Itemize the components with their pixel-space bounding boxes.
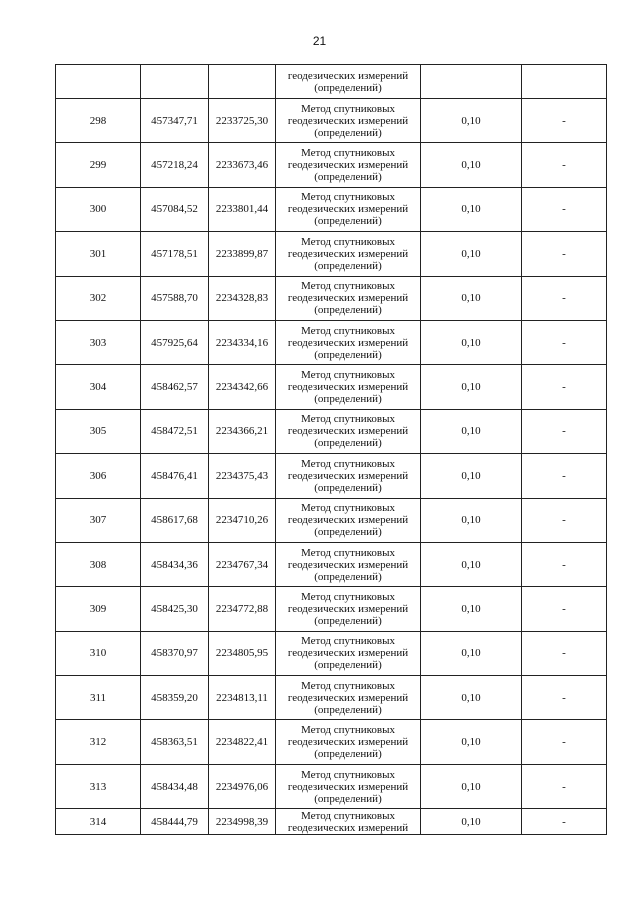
accuracy-value: 0,10 xyxy=(421,631,522,675)
method-line: геодезических измерений xyxy=(287,736,409,749)
method-line: Метод спутниковых xyxy=(301,724,395,737)
method-line: геодезических измерений xyxy=(287,336,409,349)
y-coordinate: 2234767,34 xyxy=(209,542,276,586)
point-number: 312 xyxy=(56,720,141,764)
x-coordinate: 458476,41 xyxy=(141,454,209,498)
y-coordinate: 2234328,83 xyxy=(209,276,276,320)
method-line: геодезических измерений xyxy=(287,159,409,172)
y-coordinate: 2234772,88 xyxy=(209,587,276,631)
table-row xyxy=(56,720,607,764)
note-value: - xyxy=(522,365,607,409)
method-cell xyxy=(276,764,421,808)
method-line: (определений) xyxy=(314,215,382,228)
method-line: (определений) xyxy=(314,792,382,805)
y-coordinate: 2234342,66 xyxy=(209,365,276,409)
point-number: 306 xyxy=(56,454,141,498)
point-number: 300 xyxy=(56,187,141,231)
y-coordinate: 2234998,39 xyxy=(209,809,276,835)
y-coordinate: 2234976,06 xyxy=(209,764,276,808)
method-cell xyxy=(276,720,421,764)
method-cell xyxy=(276,276,421,320)
method-cell xyxy=(276,587,421,631)
method-line: Метод спутниковых xyxy=(301,235,395,248)
x-coordinate: 458472,51 xyxy=(141,409,209,453)
method-cell xyxy=(276,65,421,99)
accuracy-value: 0,10 xyxy=(421,542,522,586)
table-row xyxy=(56,99,607,143)
method-line: Метод спутниковых xyxy=(301,102,395,115)
accuracy-value: 0,10 xyxy=(421,232,522,276)
method-cell xyxy=(276,365,421,409)
note-value: - xyxy=(522,631,607,675)
note-value: - xyxy=(522,720,607,764)
method-cell xyxy=(276,498,421,542)
method-line: (определений) xyxy=(314,393,382,406)
point-number: 314 xyxy=(56,809,141,835)
accuracy-value: 0,10 xyxy=(421,320,522,364)
x-coordinate: 457925,64 xyxy=(141,320,209,364)
note-value: - xyxy=(522,143,607,187)
accuracy-value: 0,10 xyxy=(421,276,522,320)
method-line: геодезических измерений xyxy=(287,821,409,834)
method-line: Метод спутниковых xyxy=(301,413,395,426)
table-row xyxy=(56,187,607,231)
coordinates-table xyxy=(55,64,607,835)
accuracy-cell xyxy=(421,65,522,99)
method-line: (определений) xyxy=(314,259,382,272)
x-cell xyxy=(141,65,209,99)
method-line: геодезических измерений xyxy=(287,292,409,305)
table-row xyxy=(56,409,607,453)
method-cell xyxy=(276,143,421,187)
y-coordinate: 2233801,44 xyxy=(209,187,276,231)
method-line: (определений) xyxy=(314,81,382,94)
method-cell xyxy=(276,99,421,143)
table-row xyxy=(56,587,607,631)
x-coordinate: 457588,70 xyxy=(141,276,209,320)
table-row xyxy=(56,232,607,276)
table-row xyxy=(56,676,607,720)
method-line: (определений) xyxy=(314,526,382,539)
method-line: (определений) xyxy=(314,614,382,627)
method-line: (определений) xyxy=(314,659,382,672)
method-line: Метод спутниковых xyxy=(301,809,395,822)
x-coordinate: 458363,51 xyxy=(141,720,209,764)
note-value: - xyxy=(522,587,607,631)
x-coordinate: 457178,51 xyxy=(141,232,209,276)
method-cell xyxy=(276,232,421,276)
x-coordinate: 458444,79 xyxy=(141,809,209,835)
note-value: - xyxy=(522,99,607,143)
point-number: 299 xyxy=(56,143,141,187)
y-coordinate: 2234822,41 xyxy=(209,720,276,764)
num-cell xyxy=(56,65,141,99)
y-coordinate: 2234710,26 xyxy=(209,498,276,542)
accuracy-value: 0,10 xyxy=(421,587,522,631)
accuracy-value: 0,10 xyxy=(421,143,522,187)
point-number: 310 xyxy=(56,631,141,675)
method-line: (определений) xyxy=(314,126,382,139)
accuracy-value: 0,10 xyxy=(421,409,522,453)
method-cell xyxy=(276,187,421,231)
accuracy-value: 0,10 xyxy=(421,764,522,808)
method-line: геодезических измерений xyxy=(287,425,409,438)
y-coordinate: 2234813,11 xyxy=(209,676,276,720)
method-line: (определений) xyxy=(314,437,382,450)
y-coordinate: 2233899,87 xyxy=(209,232,276,276)
method-line: геодезических измерений xyxy=(287,514,409,527)
method-line: Метод спутниковых xyxy=(301,324,395,337)
method-cell xyxy=(276,409,421,453)
note-value: - xyxy=(522,454,607,498)
y-coordinate: 2233673,46 xyxy=(209,143,276,187)
point-number: 303 xyxy=(56,320,141,364)
accuracy-value: 0,10 xyxy=(421,720,522,764)
method-line: геодезических измерений xyxy=(287,69,409,82)
y-coordinate: 2234805,95 xyxy=(209,631,276,675)
method-cell xyxy=(276,320,421,364)
method-line: геодезических измерений xyxy=(287,691,409,704)
table-row xyxy=(56,631,607,675)
method-line: (определений) xyxy=(314,748,382,761)
method-line: (определений) xyxy=(314,570,382,583)
method-line: геодезических измерений xyxy=(287,247,409,260)
accuracy-value: 0,10 xyxy=(421,365,522,409)
method-line: геодезических измерений xyxy=(287,469,409,482)
method-line: Метод спутниковых xyxy=(301,191,395,204)
point-number: 308 xyxy=(56,542,141,586)
x-coordinate: 458434,48 xyxy=(141,764,209,808)
page-number: 21 xyxy=(312,34,327,48)
method-line: Метод спутниковых xyxy=(301,147,395,160)
point-number: 298 xyxy=(56,99,141,143)
point-number: 301 xyxy=(56,232,141,276)
method-line: геодезических измерений xyxy=(287,114,409,127)
table-row xyxy=(56,498,607,542)
note-value: - xyxy=(522,276,607,320)
note-value: - xyxy=(522,187,607,231)
table-row xyxy=(56,320,607,364)
method-line: (определений) xyxy=(314,481,382,494)
method-line: Метод спутниковых xyxy=(301,679,395,692)
accuracy-value: 0,10 xyxy=(421,187,522,231)
method-line: Метод спутниковых xyxy=(301,546,395,559)
method-line: Метод спутниковых xyxy=(301,369,395,382)
method-cell xyxy=(276,631,421,675)
method-line: геодезических измерений xyxy=(287,602,409,615)
note-cell xyxy=(522,65,607,99)
method-line: (определений) xyxy=(314,348,382,361)
method-line: Метод спутниковых xyxy=(301,635,395,648)
continuation-row xyxy=(56,65,607,99)
method-line: Метод спутниковых xyxy=(301,590,395,603)
method-cell xyxy=(276,454,421,498)
x-coordinate: 457218,24 xyxy=(141,143,209,187)
method-line: геодезических измерений xyxy=(287,647,409,660)
table-row xyxy=(56,365,607,409)
note-value: - xyxy=(522,320,607,364)
method-line: (определений) xyxy=(314,304,382,317)
method-line: Метод спутниковых xyxy=(301,502,395,515)
table-row xyxy=(56,542,607,586)
point-number: 311 xyxy=(56,676,141,720)
point-number: 309 xyxy=(56,587,141,631)
note-value: - xyxy=(522,809,607,835)
method-line: Метод спутниковых xyxy=(301,280,395,293)
point-number: 305 xyxy=(56,409,141,453)
method-cell xyxy=(276,542,421,586)
accuracy-value: 0,10 xyxy=(421,99,522,143)
method-line: (определений) xyxy=(314,171,382,184)
point-number: 313 xyxy=(56,764,141,808)
method-cell xyxy=(276,809,421,835)
table-row xyxy=(56,143,607,187)
x-coordinate: 458617,68 xyxy=(141,498,209,542)
accuracy-value: 0,10 xyxy=(421,809,522,835)
note-value: - xyxy=(522,498,607,542)
x-coordinate: 458370,97 xyxy=(141,631,209,675)
point-number: 302 xyxy=(56,276,141,320)
accuracy-value: 0,10 xyxy=(421,676,522,720)
method-line: Метод спутниковых xyxy=(301,457,395,470)
y-coordinate: 2234375,43 xyxy=(209,454,276,498)
y-coordinate: 2233725,30 xyxy=(209,99,276,143)
x-coordinate: 457347,71 xyxy=(141,99,209,143)
table-row xyxy=(56,809,607,835)
note-value: - xyxy=(522,764,607,808)
method-line: геодезических измерений xyxy=(287,780,409,793)
table-row xyxy=(56,764,607,808)
x-coordinate: 458462,57 xyxy=(141,365,209,409)
y-coordinate: 2234334,16 xyxy=(209,320,276,364)
method-line: (определений) xyxy=(314,703,382,716)
method-line: геодезических измерений xyxy=(287,203,409,216)
note-value: - xyxy=(522,409,607,453)
point-number: 304 xyxy=(56,365,141,409)
y-cell xyxy=(209,65,276,99)
x-coordinate: 458434,36 xyxy=(141,542,209,586)
note-value: - xyxy=(522,232,607,276)
x-coordinate: 457084,52 xyxy=(141,187,209,231)
y-coordinate: 2234366,21 xyxy=(209,409,276,453)
method-line: Метод спутниковых xyxy=(301,768,395,781)
accuracy-value: 0,10 xyxy=(421,454,522,498)
table-row xyxy=(56,454,607,498)
point-number: 307 xyxy=(56,498,141,542)
method-line: геодезических измерений xyxy=(287,381,409,394)
method-cell xyxy=(276,676,421,720)
x-coordinate: 458359,20 xyxy=(141,676,209,720)
note-value: - xyxy=(522,542,607,586)
x-coordinate: 458425,30 xyxy=(141,587,209,631)
note-value: - xyxy=(522,676,607,720)
method-line: геодезических измерений xyxy=(287,558,409,571)
table-row xyxy=(56,276,607,320)
accuracy-value: 0,10 xyxy=(421,498,522,542)
